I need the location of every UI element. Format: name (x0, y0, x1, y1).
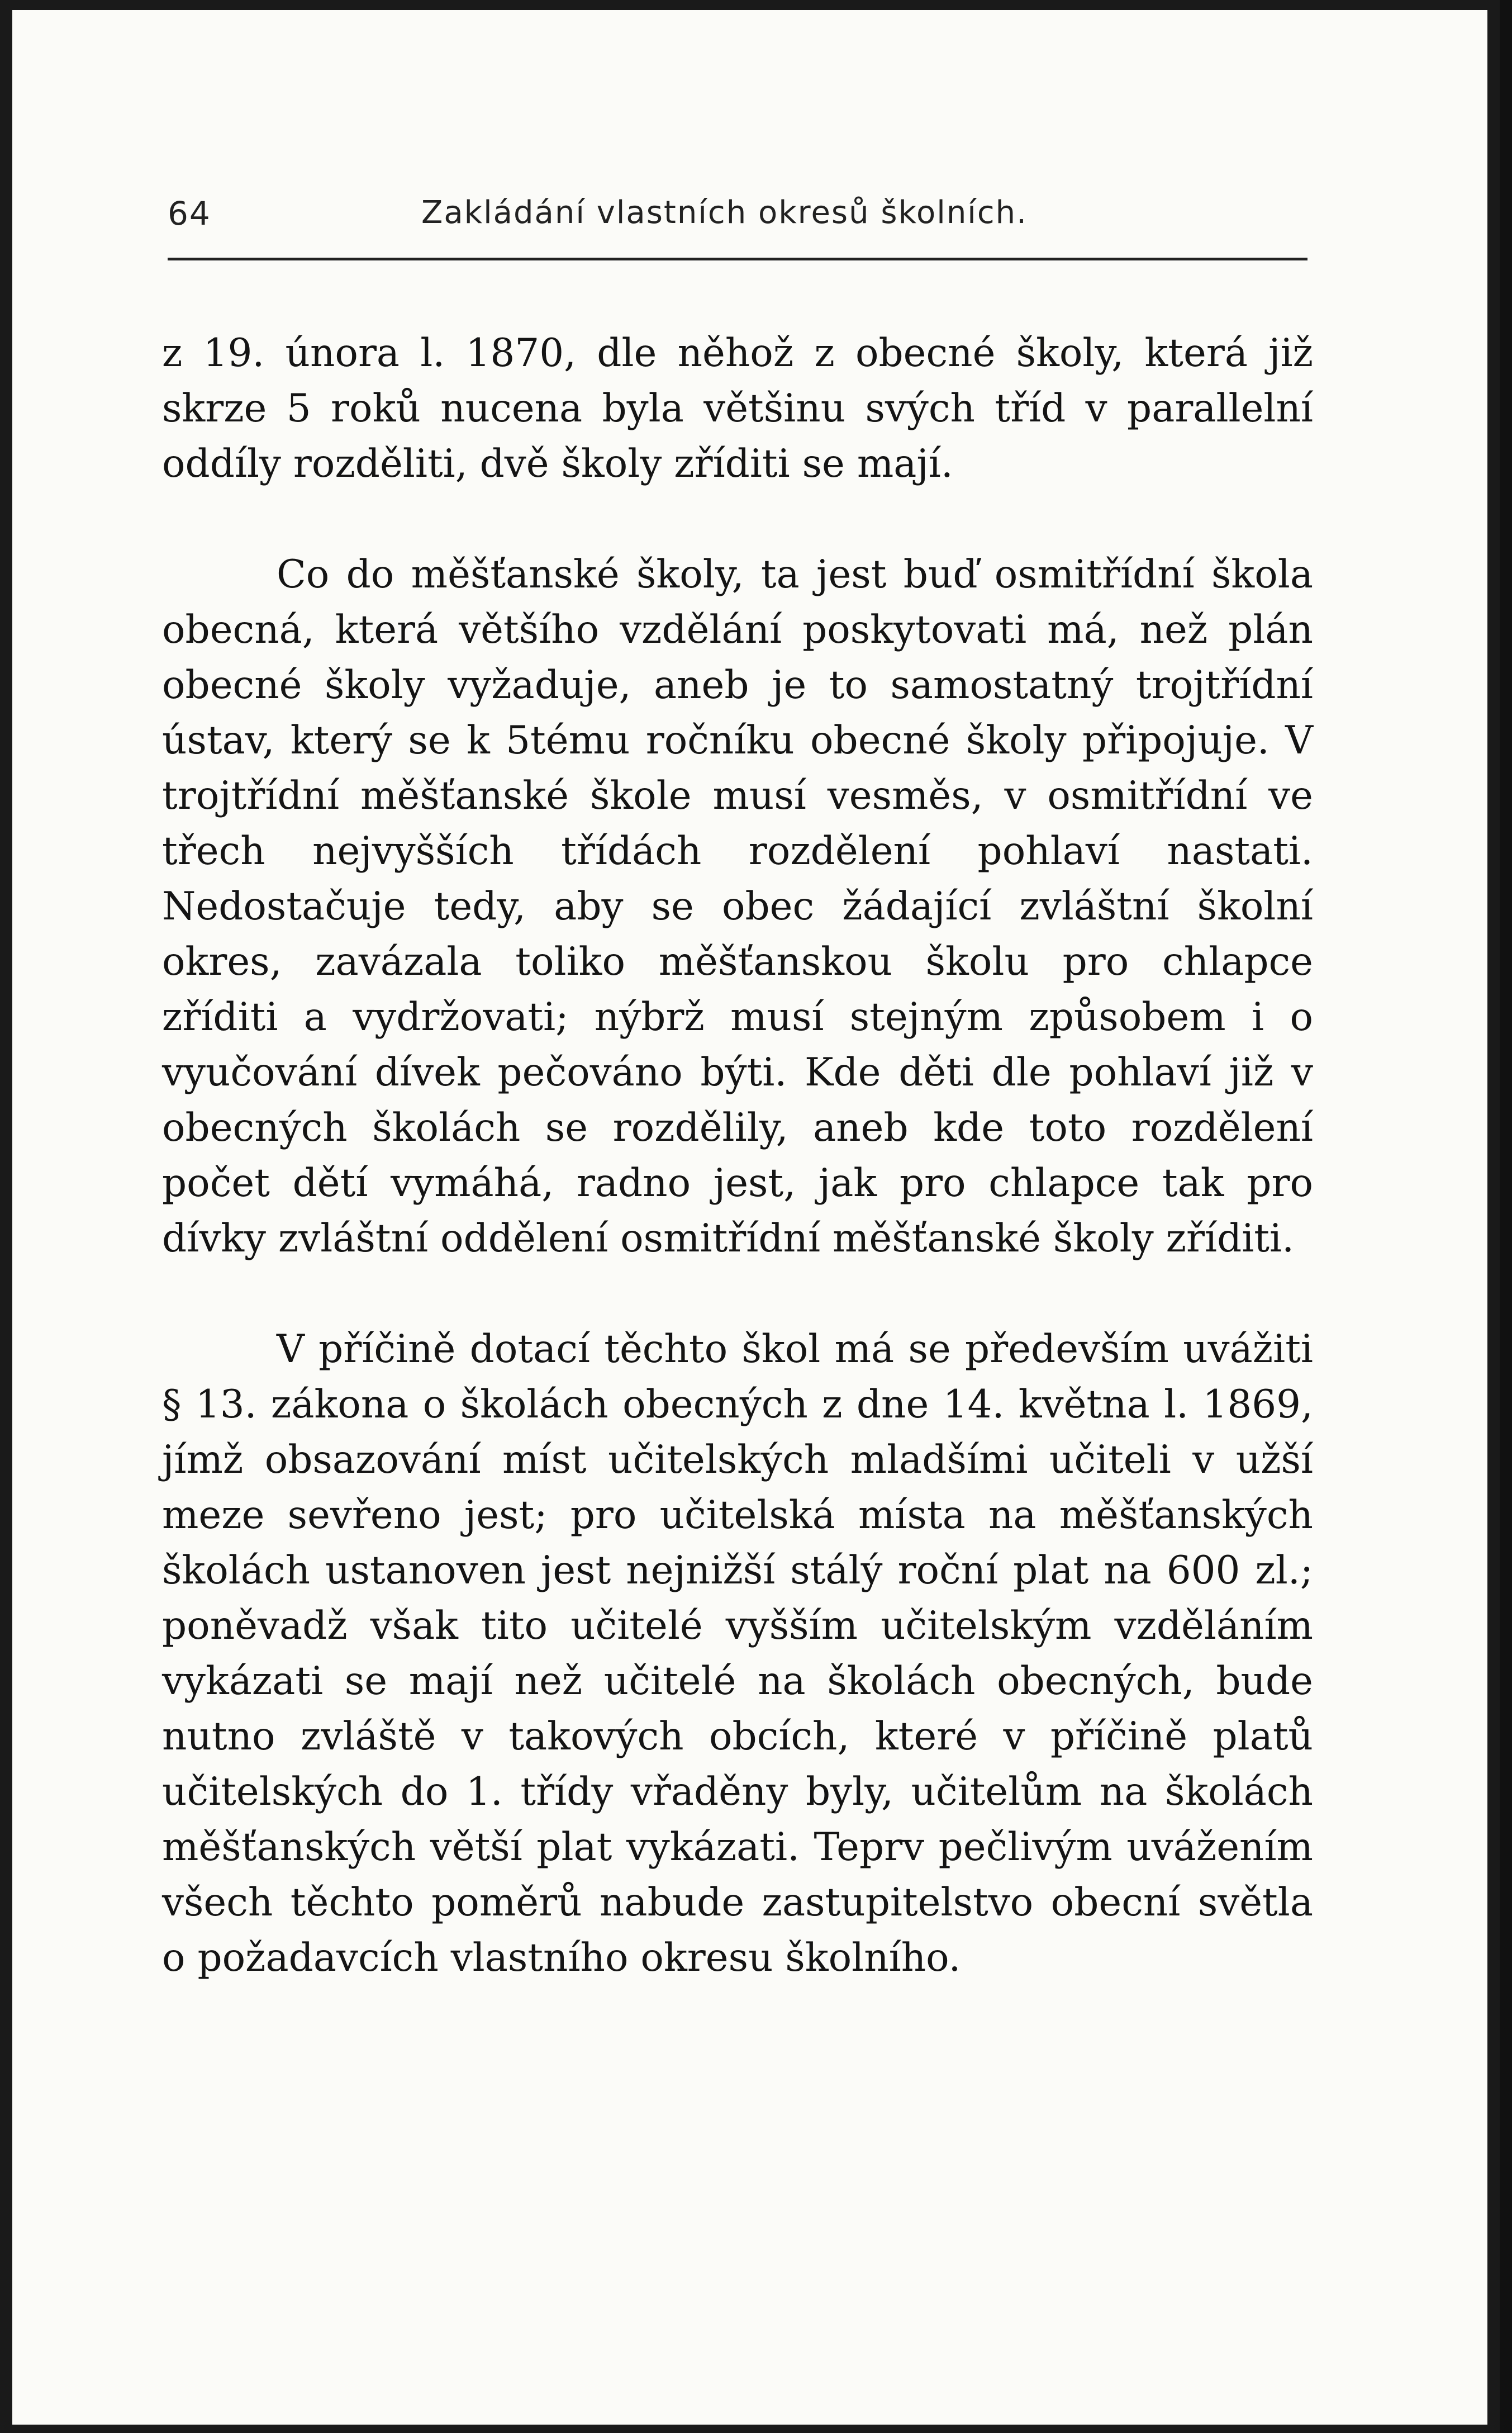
paragraph-citizen-school: Co do měšťanské školy, ta jest buď osmitřídní škola obecná, která většího vzdělání poskytovati má, než plán obecné školy vyžaduje, aneb je to samostatný trojtřídní ústav, který se k 5tému ročníku obecné školy připojuje. V trojtřídní měšťanské škole musí vesměs, v osmitřídní ve třech nejvyšších třídách rozdělení pohlaví nastati. Nedostačuje tedy, aby se obec žádající zvláštní školní okres, zavázala toliko měšťanskou školu pro chlapce zříditi a vydržovati; nýbrž musí stejným způsobem i o vyučování dívek pečováno býti. Kde děti dle pohlaví již v obecných školách se rozdělily, aneb kde toto rozdělení počet dětí vymáhá, radno jest, jak pro chlapce tak pro dívky zvláštní oddělení osmitřídní měšťanské školy zříditi. (162, 552, 1313, 1261)
paragraph-continuation: z 19. února l. 1870, dle něhož z obecné školy, která již skrze 5 roků nucena byla většinu svých tříd v parallelní oddíly rozděliti, dvě školy zříditi se mají. (162, 331, 1313, 486)
body-text (162, 326, 1313, 1986)
scan-edge (1500, 0, 1512, 2433)
page-header (168, 195, 1303, 250)
paragraph-school-funding: V příčině dotací těchto škol má se především uvážiti § 13. zákona o školách obecných z dne 14. května l. 1869, jímž obsazování míst učitelských mladšími učiteli v užší meze sevřeno jest; pro učitelská místa na měšťanských školách ustanoven jest nejnižší stálý roční plat na 600 zl.; poněvadž však tito učitelé vyšším učitelským vzděláním vykázati se mají než učitelé na školách obecných, bude nutno zvláště v takových obcích, které v příčině platů učitelských do 1. třídy vřaděny byly, učitelům na školách měšťanských větší plat vykázati. Teprv pečlivým uvážením všech těchto poměrů nabude zastupitelstvo obecní světla o požadavcích vlastního okresu školního. (162, 1327, 1313, 1980)
header-rule (168, 258, 1307, 260)
book-page (12, 10, 1487, 2425)
running-title: Zakládání vlastních okresů školních. (421, 195, 1028, 231)
page-number: 64 (168, 195, 211, 233)
